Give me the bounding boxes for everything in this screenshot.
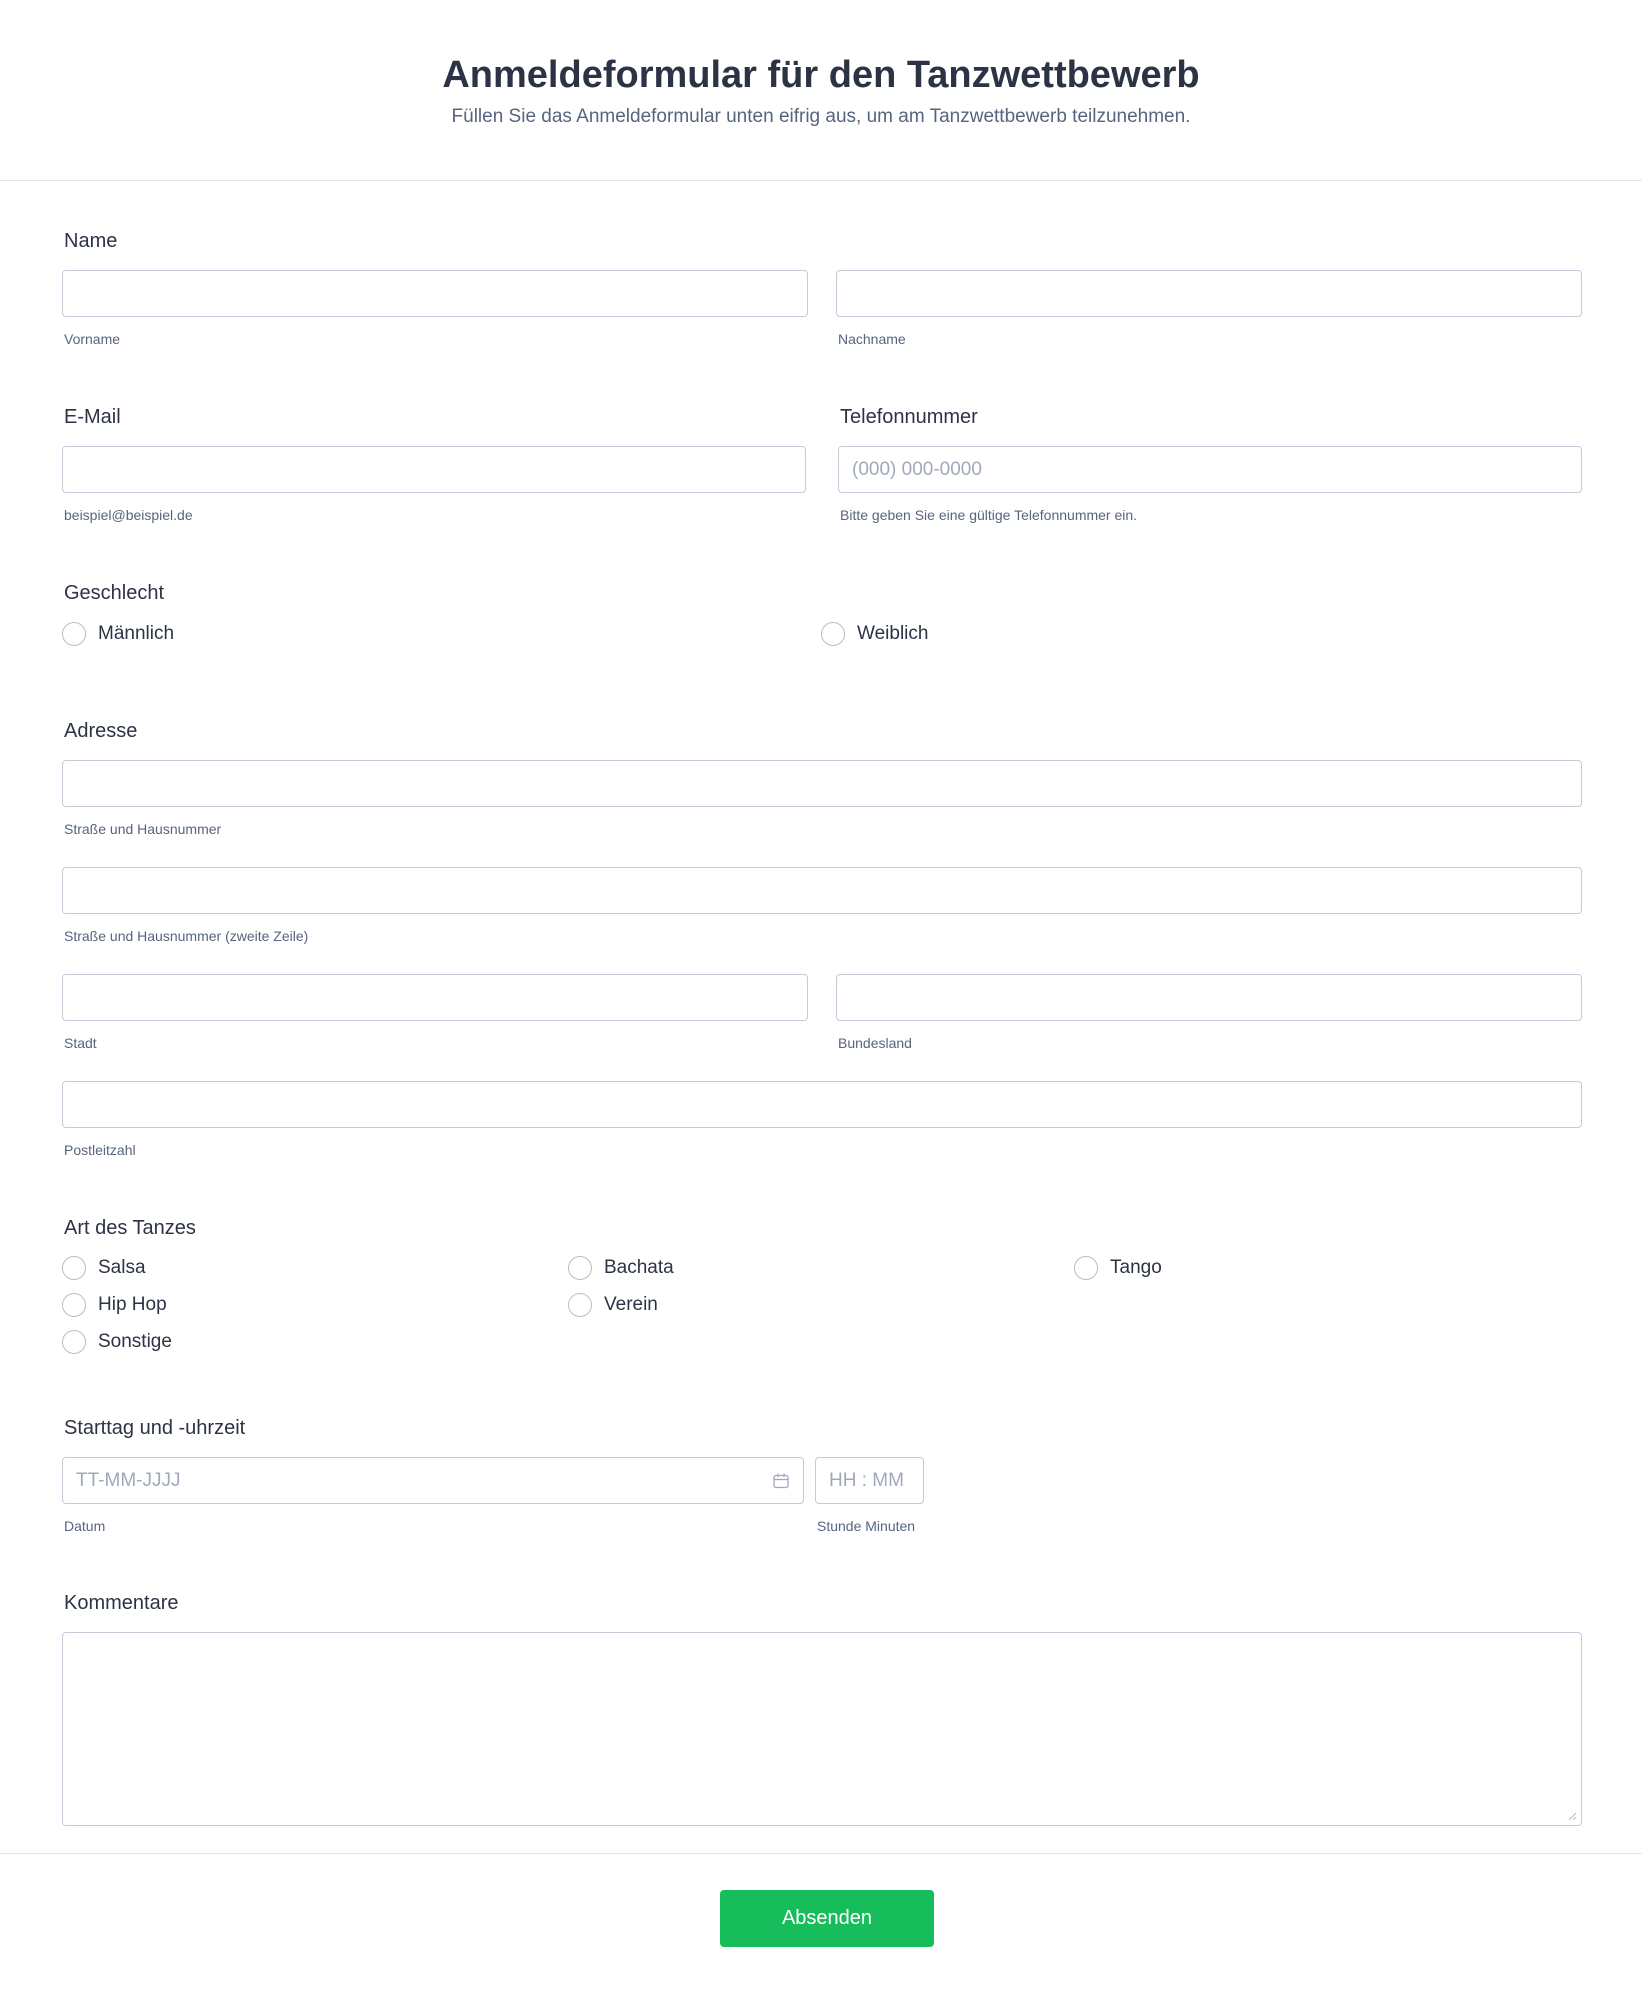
city-sublabel: Stadt bbox=[64, 1035, 97, 1051]
email-input[interactable] bbox=[62, 446, 806, 493]
first-name-sublabel: Vorname bbox=[64, 331, 121, 347]
radio-label: Sonstige bbox=[98, 1331, 172, 1352]
first-name-input[interactable] bbox=[62, 270, 808, 317]
form-footer bbox=[0, 1853, 1642, 1994]
calendar-icon[interactable] bbox=[772, 1472, 790, 1490]
phone-input[interactable]: (000) 000-0000 bbox=[838, 446, 1582, 493]
last-name-sublabel: Nachname bbox=[838, 331, 906, 347]
city-input[interactable] bbox=[62, 974, 808, 1021]
email-sublabel: beispiel@beispiel.de bbox=[64, 507, 193, 523]
state-input[interactable] bbox=[836, 974, 1582, 1021]
gender-option-female[interactable] bbox=[821, 620, 928, 648]
time-input[interactable]: HH : MM bbox=[815, 1457, 924, 1504]
resize-handle-icon[interactable] bbox=[1567, 1811, 1577, 1821]
date-input[interactable] bbox=[62, 1457, 804, 1504]
radio-label: Tango bbox=[1110, 1257, 1162, 1278]
radio-button[interactable] bbox=[568, 1293, 592, 1317]
comments-label: Kommentare bbox=[64, 1592, 179, 1614]
street-input[interactable] bbox=[62, 760, 1582, 807]
email-label: E-Mail bbox=[64, 406, 121, 428]
name-label: Name bbox=[64, 230, 118, 252]
zip-input[interactable] bbox=[62, 1081, 1582, 1128]
radio-button[interactable] bbox=[62, 622, 86, 646]
last-name-input[interactable] bbox=[836, 270, 1582, 317]
state-sublabel: Bundesland bbox=[838, 1035, 912, 1051]
radio-button[interactable] bbox=[62, 1330, 86, 1354]
radio-button[interactable] bbox=[1074, 1256, 1098, 1280]
comments-textarea[interactable] bbox=[62, 1632, 1582, 1826]
form-title: Anmeldeformular für den Tanzwettbewerb bbox=[442, 54, 1200, 96]
radio-button[interactable] bbox=[62, 1293, 86, 1317]
time-sublabel: Stunde Minuten bbox=[817, 1518, 916, 1534]
radio-label: Hip Hop bbox=[98, 1294, 167, 1315]
submit-button[interactable]: Absenden bbox=[720, 1890, 934, 1947]
date-placeholder: TT-MM-JJJJ bbox=[76, 1470, 181, 1491]
dance-option-verein[interactable] bbox=[568, 1291, 658, 1319]
dance-label: Art des Tanzes bbox=[64, 1217, 196, 1239]
form-header bbox=[0, 0, 1642, 181]
dance-option-tango[interactable] bbox=[1074, 1254, 1162, 1282]
street2-input[interactable] bbox=[62, 867, 1582, 914]
street-sublabel: Straße und Hausnummer bbox=[64, 821, 222, 837]
radio-button[interactable] bbox=[821, 622, 845, 646]
dance-option-bachata[interactable] bbox=[568, 1254, 674, 1282]
dance-option-hiphop[interactable] bbox=[62, 1291, 167, 1319]
form-subtitle: Füllen Sie das Anmeldeformular unten eifrig aus, um am Tanzwettbewerb teilzunehmen. bbox=[451, 106, 1191, 127]
radio-button[interactable] bbox=[568, 1256, 592, 1280]
date-sublabel: Datum bbox=[64, 1518, 106, 1534]
zip-sublabel: Postleitzahl bbox=[64, 1142, 136, 1158]
start-label: Starttag und -uhrzeit bbox=[64, 1417, 246, 1439]
address-label: Adresse bbox=[64, 720, 138, 742]
radio-label: Weiblich bbox=[857, 623, 929, 644]
radio-label: Verein bbox=[604, 1294, 658, 1315]
radio-label: Männlich bbox=[98, 623, 175, 644]
radio-button[interactable] bbox=[62, 1256, 86, 1280]
phone-sublabel: Bitte geben Sie eine gültige Telefonnummer ein. bbox=[840, 507, 1138, 523]
radio-label: Salsa bbox=[98, 1257, 146, 1278]
radio-label: Bachata bbox=[604, 1257, 674, 1278]
phone-label: Telefonnummer bbox=[840, 406, 978, 428]
dance-option-sonstige[interactable] bbox=[62, 1328, 172, 1356]
street2-sublabel: Straße und Hausnummer (zweite Zeile) bbox=[64, 928, 309, 944]
gender-option-male[interactable] bbox=[62, 620, 174, 648]
gender-label: Geschlecht bbox=[64, 582, 165, 604]
dance-option-salsa[interactable] bbox=[62, 1254, 146, 1282]
